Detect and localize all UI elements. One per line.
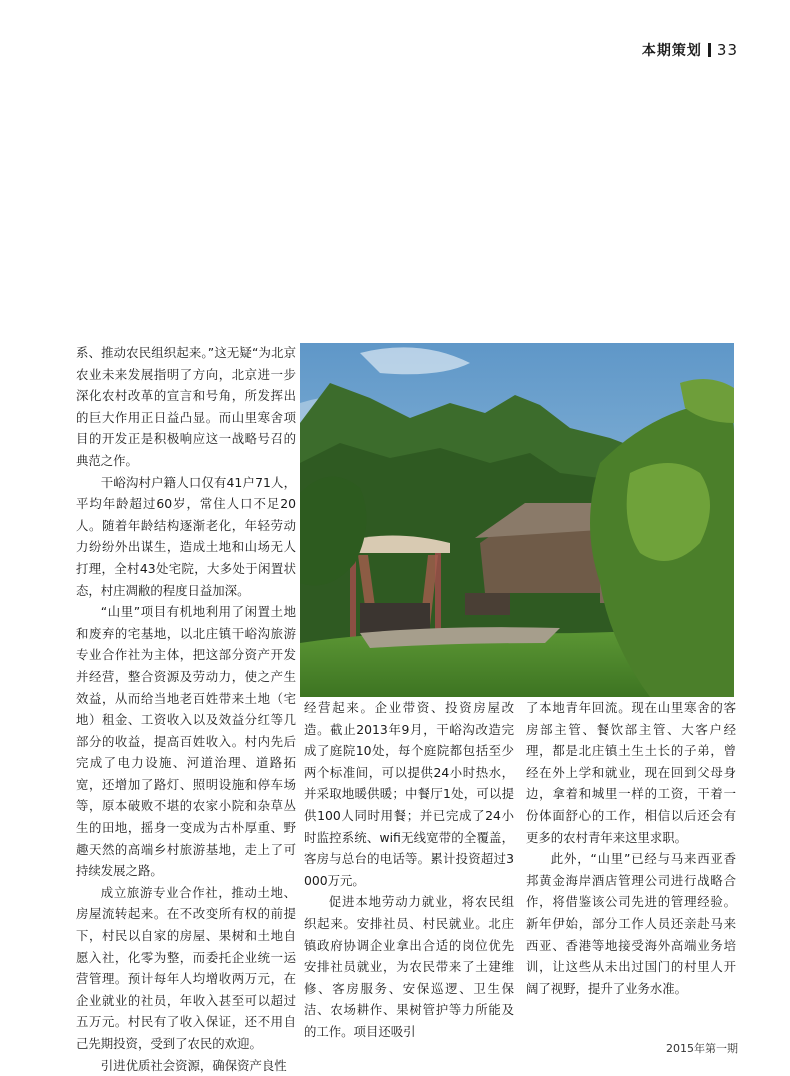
article-column-2 xyxy=(304,697,514,1039)
photo-illustration xyxy=(300,343,734,697)
header-divider xyxy=(708,43,711,57)
article-column-1 xyxy=(76,342,296,1073)
article-column-3 xyxy=(526,697,736,1022)
paragraph: 干峪沟村户籍人口仅有41户71人，平均年龄超过60岁，常住人口不足20人。随着年龄结构逐渐老化，年轻劳动力纷纷外出谋生，造成土地和山场无人打理，全村43处宅院，大多处于闲置状态，村庄凋敝的程度日益加深。 xyxy=(76,474,296,598)
paragraph: 引进优质社会资源，确保资产良性 xyxy=(100,1057,287,1073)
page-header xyxy=(642,40,738,60)
paragraph: 了本地青年回流。现在山里寒舍的客房部主管、餐饮部主管、大客户经理，都是北庄镇土生土长的子弟，曾经在外上学和就业，现在回到父母身边，拿着和城里一样的工资，干着一份体面舒心的工作，相信以后还会有更多的农村青年来这里求职。 xyxy=(526,700,736,845)
issue-label: 2015年第一期 xyxy=(666,1042,738,1055)
paragraph: 成立旅游专业合作社，推动土地、房屋流转起来。在不改变所有权的前提下，村民以自家的房屋、果树和土地自愿入社，化零为整，而委托企业统一运营管理。预计每年人均增收两万元，在企业就业的社员，年收入甚至可以超过五万元。村民有了收入保证，还不用自己先期投资，受到了农民的欢迎。 xyxy=(76,884,296,1051)
village-courtyard-photo xyxy=(300,343,734,697)
paragraph: 系、推动农民组织起来。”这无疑“为北京农业未来发展指明了方向，北京进一步深化农村改革的宣言和号角，所发挥出的巨大作用正日益凸显。而山里寒舍项目的开发正是积极响应这一战略号召的典范之作。 xyxy=(76,345,296,468)
page-number: 33 xyxy=(716,41,738,59)
section-title: 本期策划 xyxy=(641,43,702,59)
paragraph: 此外，“山里”已经与马来西亚香邦黄金海岸酒店管理公司进行战略合作，将借鉴该公司先进的管理经验。新年伊始，部分工作人员还亲赴马来西亚、香港等地接受海外高端业务培训，让这些从未出过国门的村里人开阔了视野，提升了业务水准。 xyxy=(526,851,736,996)
paragraph: “山里”项目有机地利用了闲置土地和废弃的宅基地，以北庄镇干峪沟旅游专业合作社为主体，把这部分资产开发并经营，整合资源及劳动力，使之产生效益，从而给当地老百姓带来土地（宅地）租金、工资收入以及效益分红等几部分的收益，提高百姓收入。村内先后完成了电力设施、河道治理、道路拓宽，还增加了路灯、照明设施和停车场等，原本破败不堪的农家小院和杂草丛生的田地，摇身一变成为古朴厚重、野趣天然的高端乡村旅游基地，走上了可持续发展之路。 xyxy=(76,604,296,879)
paragraph: 经营起来。企业带资、投资房屋改造。截止2013年9月，干峪沟改造完成了庭院10处，每个庭院都包括至少两个标准间，可以提供24小时热水，并采取地暖供暖；中餐厅1处，可以提供100人同时用餐；并已完成了24小时监控系统、wifi无线宽带的全覆盖，客房与总台的电话等。累计投资超过3000万元。 xyxy=(304,700,514,888)
paragraph: 促进本地劳动力就业，将农民组织起来。安排社员、村民就业。北庄镇政府协调企业拿出合适的岗位优先安排社员就业，为农民带来了土建维修、客房服务、安保巡逻、卫生保洁、农场耕作、果树管护等力所能及的工作。项目还吸引 xyxy=(304,894,514,1039)
